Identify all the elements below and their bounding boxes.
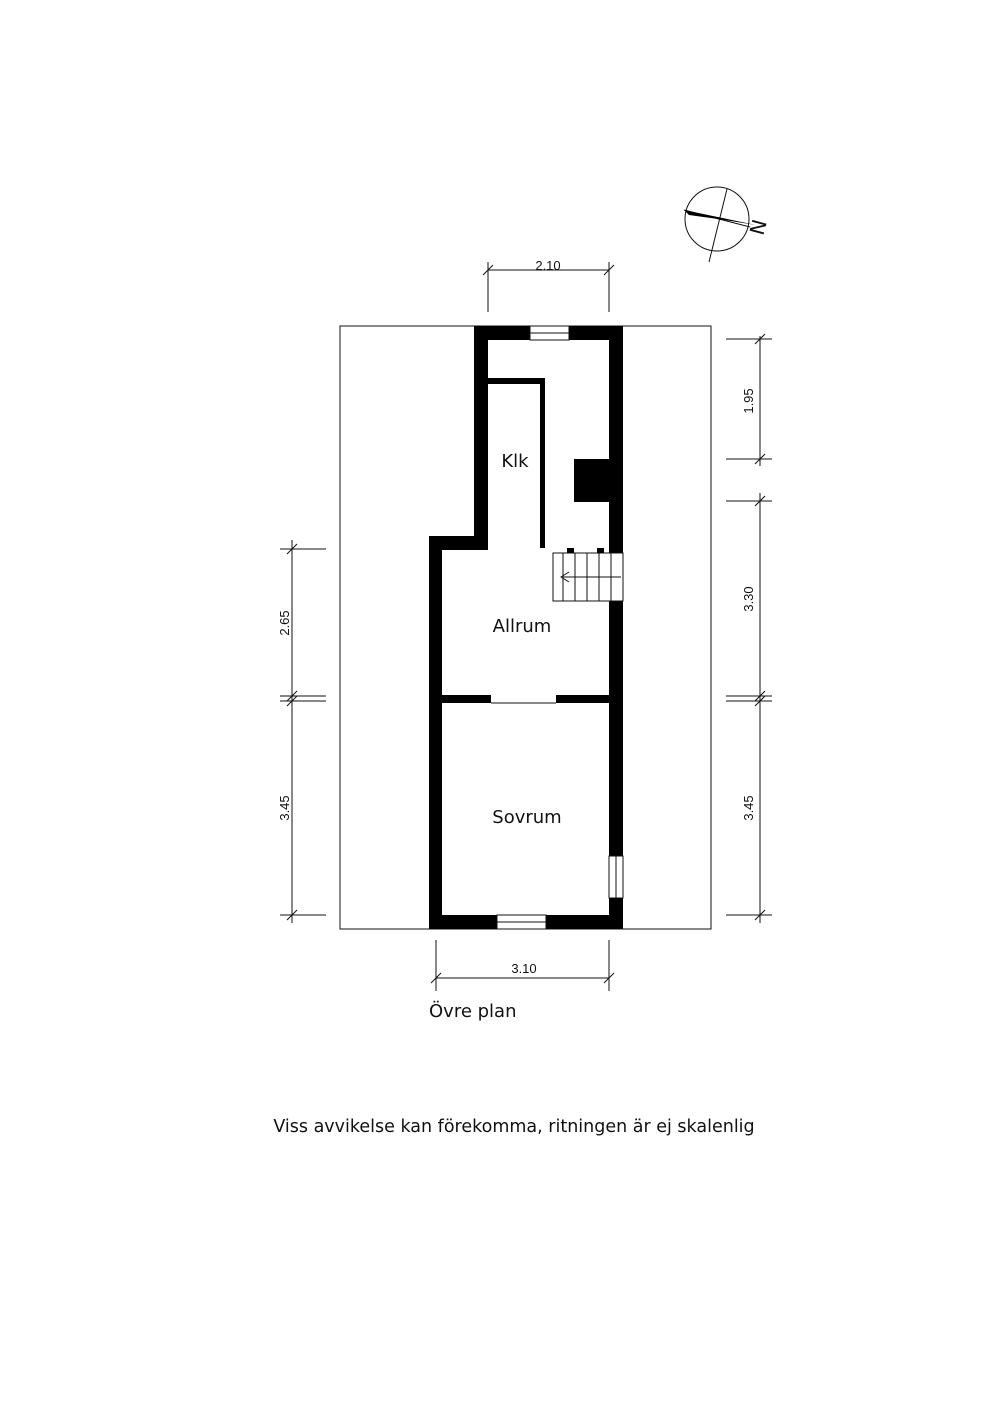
room-label-allrum: Allrum [492, 616, 552, 637]
disclaimer-text: Viss avvikelse kan förekomma, ritningen är ej skalenlig [273, 1117, 755, 1137]
stairs [553, 548, 623, 601]
compass-north-label: N [744, 216, 772, 238]
room-label-klk: Klk [501, 451, 529, 472]
dim-right-bottom: 3.45 [741, 795, 756, 821]
dim-left-lower: 3.45 [277, 795, 292, 821]
compass-icon [684, 187, 772, 262]
dim-right-top: 1.95 [741, 388, 756, 414]
plan-title: Övre plan [429, 1001, 517, 1022]
dim-right-middle: 3.30 [741, 586, 756, 612]
dim-bottom-width: 3.10 [511, 961, 537, 976]
dim-top-width: 2.10 [535, 258, 561, 273]
room-label-sovrum: Sovrum [492, 807, 562, 828]
dim-left-upper: 2.65 [277, 610, 292, 636]
